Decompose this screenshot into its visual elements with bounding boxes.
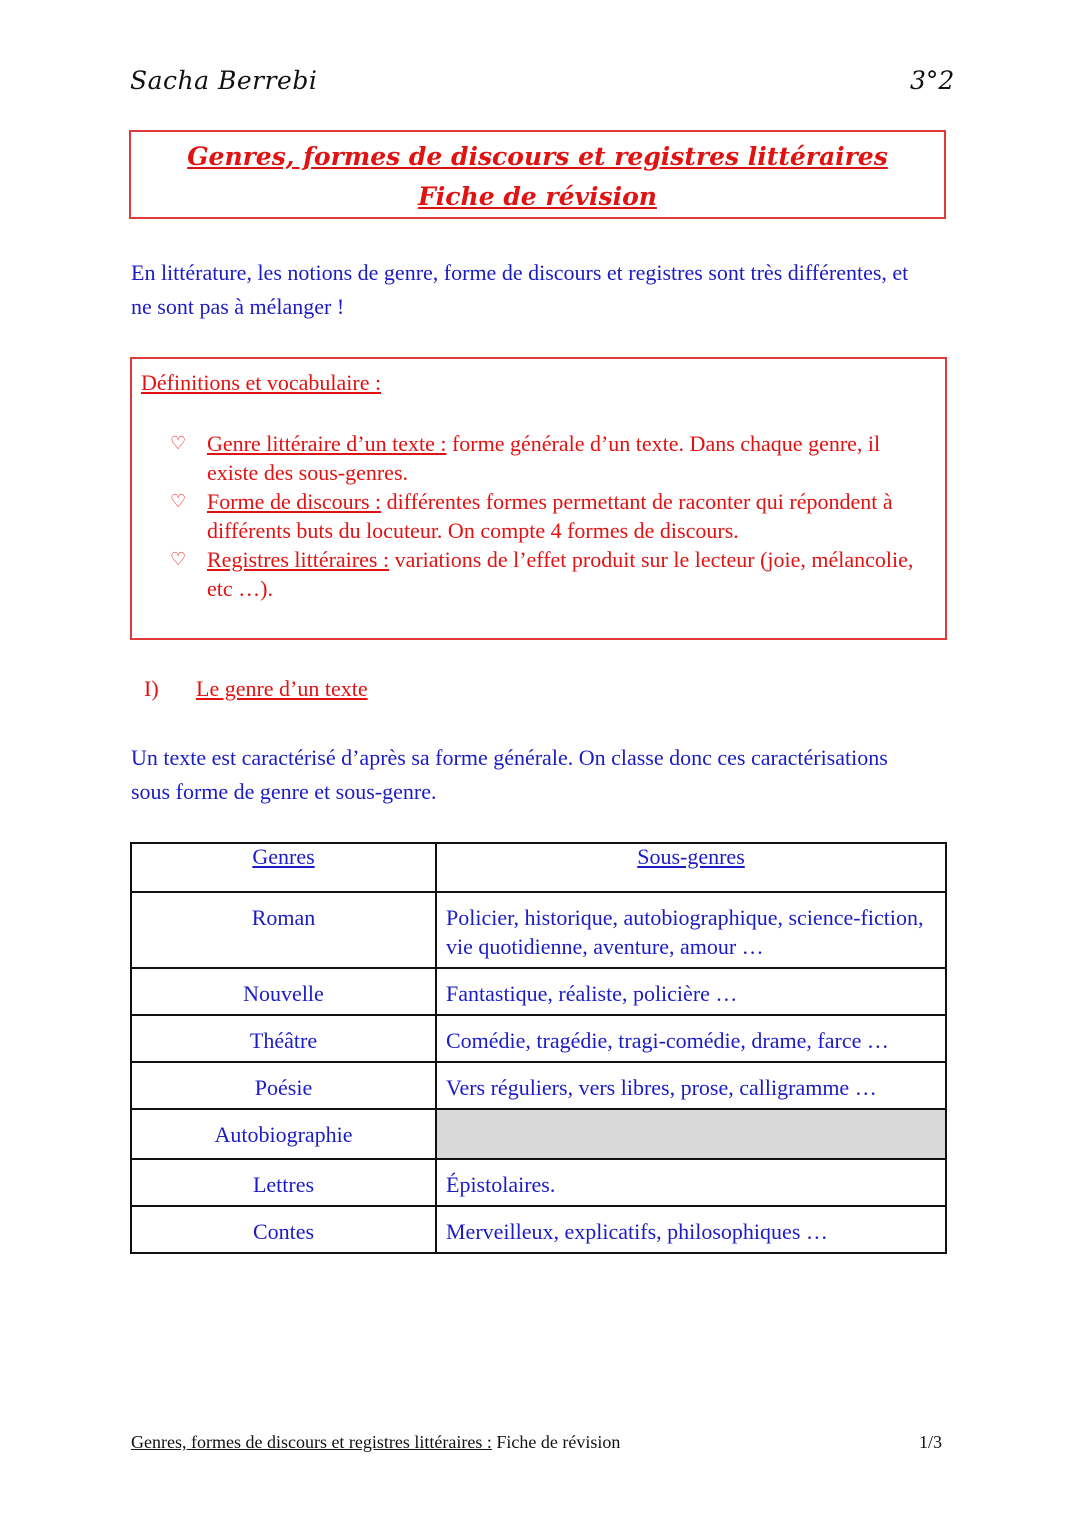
genre-cell: Poésie [131,1062,436,1109]
subgenre-cell: Fantastique, réaliste, policière … [436,968,946,1015]
subgenre-cell: Merveilleux, explicatifs, philosophiques … [436,1206,946,1253]
definition-term: Genre littéraire d’un texte : [207,431,447,456]
definitions-heading: Définitions et vocabulaire : [141,370,382,395]
table-row [131,892,946,968]
section-title: Le genre d’un texte [196,676,368,701]
genre-cell: Autobiographie [131,1109,436,1159]
heart-bullet-icon: ♡ [170,549,187,570]
definition-text: variations de l’effet produit sur le lecteur (joie, mélancolie, etc …). [207,547,914,601]
intro-paragraph: En littérature, les notions de genre, forme de discours et registres sont très différentes, et ne sont pas à mélanger ! [131,260,909,319]
definition-text: forme générale d’un texte. Dans chaque genre, il existe des sous-genres. [207,431,881,485]
page-subtitle: Fiche de révision [418,182,657,211]
table-row [131,1109,946,1159]
section-number: I) [144,676,159,701]
genre-cell: Nouvelle [131,968,436,1015]
table-row [131,1206,946,1253]
page-title: Genres, formes de discours et registres littéraires [187,142,888,171]
genres-table [130,842,947,1254]
heart-bullet-icon: ♡ [170,491,187,512]
footer-title-main: Genres, formes de discours et registres littéraires : [131,1432,492,1452]
title-box [129,130,946,219]
subgenre-cell: Vers réguliers, vers libres, prose, calligramme … [436,1062,946,1109]
definition-item [170,545,930,603]
heart-bullet-icon: ♡ [170,433,187,454]
genre-cell: Théâtre [131,1015,436,1062]
subgenre-cell: Épistolaires. [436,1159,946,1206]
page-number: 1/3 [919,1432,943,1452]
genre-cell: Contes [131,1206,436,1253]
table-row [131,1015,946,1062]
author-name: Sacha Berrebi [130,66,318,95]
footer-title-sub: Fiche de révision [491,1432,621,1452]
definition-term: Registres littéraires : [207,547,390,572]
subgenre-cell-empty [436,1109,946,1159]
definitions-box [130,357,947,640]
genre-cell: Lettres [131,1159,436,1206]
section-paragraph: Un texte est caractérisé d’après sa forme générale. On classe donc ces caractérisations sous forme de genre et sous-genre. [131,745,888,804]
genre-cell: Roman [131,892,436,968]
subgenre-cell: Policier, historique, autobiographique, science-fiction, vie quotidienne, aventure, amour … [436,892,946,968]
footer-title [131,1432,620,1453]
definition-item [170,429,930,487]
table-row [131,1062,946,1109]
definitions-list [170,429,930,603]
table-header-row [131,843,946,892]
class-label: 3°2 [910,66,955,95]
definition-text: différentes formes permettant de raconter qui répondent à différents buts du locuteur. On compte 4 formes de discours. [207,489,893,543]
table-row [131,1159,946,1206]
definition-item [170,487,930,545]
table-row [131,968,946,1015]
column-header-sous-genres: Sous-genres [436,843,946,892]
column-header-genres: Genres [131,843,436,892]
definition-term: Forme de discours : [207,489,382,514]
subgenre-cell: Comédie, tragédie, tragi-comédie, drame, farce … [436,1015,946,1062]
